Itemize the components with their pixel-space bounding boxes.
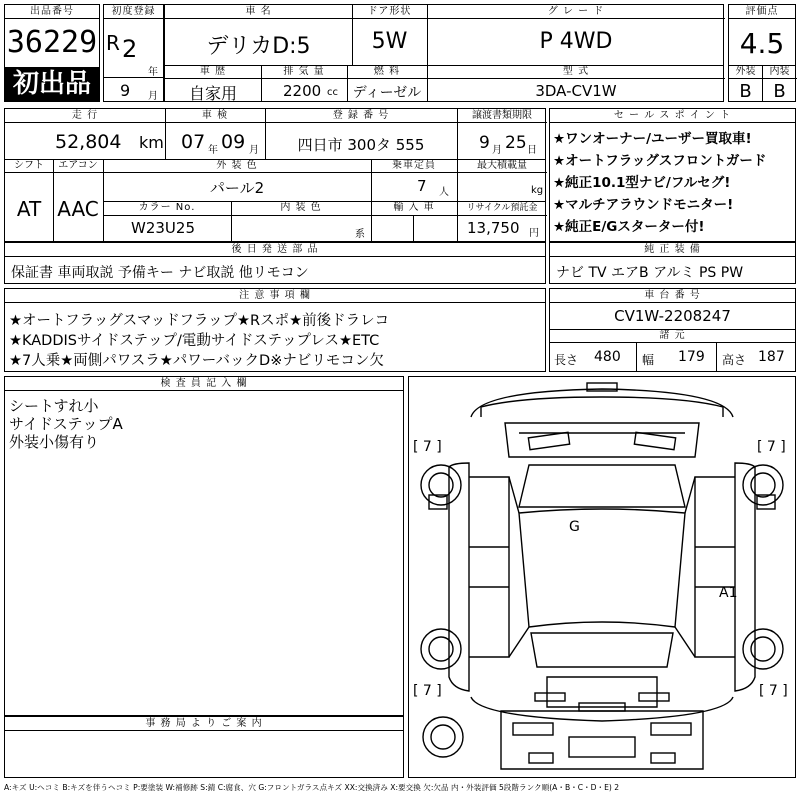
sales-point: ★純正E/Gスターター付!: [553, 219, 705, 235]
inspection-year: 07: [181, 131, 206, 153]
vehicle-info-box: [4, 108, 546, 242]
door-damage-mark: A1: [719, 585, 738, 601]
interior-grade: B: [773, 81, 786, 102]
tire-front-left-tread: [ 7 ]: [413, 439, 442, 455]
tire-rear-right-tread: [ 7 ]: [759, 683, 788, 699]
transfer-month: 9: [479, 133, 490, 153]
reg-month-unit: 月: [148, 91, 158, 102]
name-grade-box: [164, 4, 724, 102]
displacement-unit: cc: [327, 87, 338, 98]
note-line: ★KADDISサイドステップ/電動サイドステップレス★ETC: [9, 333, 380, 349]
aircon-label: エアコン: [53, 159, 103, 173]
sales-point: ★純正10.1型ナビ/フルセグ!: [553, 175, 731, 191]
recycle-unit: 円: [529, 228, 539, 239]
first-listing-badge: 初出品: [5, 67, 99, 101]
displacement: 2200: [283, 82, 322, 100]
history: 自家用: [188, 84, 237, 103]
shift-label: シフト: [5, 159, 53, 173]
color-no-label: カラー No.: [138, 202, 196, 213]
plate-number: 四日市 300タ 555: [297, 136, 425, 154]
chassis-box: [549, 288, 796, 372]
inspector-line: サイドステップA: [9, 415, 123, 433]
fuel: ディーゼル: [352, 85, 422, 101]
grade: P 4WD: [539, 29, 613, 54]
recycle-label: リサイクル預託金: [466, 203, 538, 213]
damage-legend: A:キズ U:ヘコミ B:キズを伴うヘコミ P:要塗装 W:補修跡 S:錆 C:腐食、穴 G:フロントガラス点キズ XX:交換済み X:要交換 欠:欠品 内・外装評価 5段階ランク順(A・B・C・D・E) 2: [4, 783, 620, 792]
score: 4.5: [739, 27, 785, 60]
fuel-label: 燃 料: [347, 65, 427, 79]
lot-box: [4, 4, 100, 102]
mileage-unit: km: [139, 133, 164, 152]
genuine-equipment: ナビ TV エアB アルミ PS PW: [556, 265, 744, 281]
note-line: ★オートフラッグスマッドフラップ★Rスポ★前後ドラレコ: [9, 313, 390, 329]
sales-point: ★ワンオーナー/ユーザー買取車!: [553, 131, 752, 147]
name-label: 車 名: [165, 5, 352, 19]
import-label: 輸 入 車: [393, 202, 435, 213]
exterior-grade-label: 外装: [729, 65, 762, 79]
car-outline-diagram: [409, 377, 795, 777]
sales-point: ★オートフラッグスフロントガード: [553, 153, 767, 169]
interior-color-unit: 系: [355, 229, 365, 240]
reg-box: [103, 4, 164, 102]
interior-grade-label: 内装: [762, 65, 797, 79]
chassis-label: 車 台 番 号: [550, 289, 795, 303]
displacement-label: 排 気 量: [261, 65, 347, 79]
capacity-label: 乗車定員: [371, 159, 457, 173]
notes-label: 注 意 事 項 欄: [5, 289, 545, 303]
height-label: 高さ: [722, 353, 747, 367]
exterior-color: パール2: [209, 179, 265, 197]
inspector-box: [4, 376, 404, 716]
inspector-line: シートすれ小: [9, 397, 99, 415]
sales-points-box: [549, 108, 796, 242]
genuine-equipment-box: [549, 242, 796, 284]
model-label: 型 式: [427, 65, 725, 79]
capacity: 7: [417, 177, 427, 195]
width-label: 幅: [642, 353, 655, 367]
shift: AT: [16, 197, 42, 221]
color-number: W23U25: [131, 219, 195, 237]
inspection-label: 車 検: [165, 109, 265, 123]
sales-point: ★マルチアラウンドモニター!: [553, 197, 734, 213]
width-value: 179: [678, 349, 705, 365]
transfer-day: 25: [505, 133, 527, 153]
inspection-year-unit: 年: [208, 145, 218, 156]
inspector-line: 外装小傷有り: [9, 433, 100, 451]
height-value: 187: [758, 349, 785, 365]
chassis-number: CV1W-2208247: [614, 307, 731, 325]
exterior-grade: B: [739, 81, 752, 102]
capacity-unit: 人: [439, 187, 449, 198]
door-label: ドア形状: [352, 5, 427, 19]
lot-label: 出品番号: [5, 5, 99, 19]
score-box: [728, 4, 796, 102]
dimensions-label: 諸 元: [550, 329, 795, 343]
windshield-damage-mark: G: [569, 519, 580, 535]
reg-month: 9: [120, 81, 131, 100]
transfer-day-unit: 日: [527, 145, 537, 156]
plate-label: 登 録 番 号: [265, 109, 457, 123]
door-type: 5W: [371, 29, 408, 54]
history-label: 車 歴: [165, 65, 261, 79]
score-label: 評価点: [729, 5, 795, 19]
genuine-equipment-label: 純 正 装 備: [550, 243, 795, 257]
reg-label: 初度登録: [104, 5, 163, 19]
transfer-month-unit: 月: [492, 145, 502, 156]
reg-year: 2: [122, 35, 138, 63]
exterior-color-label: 外 装 色: [103, 159, 371, 173]
later-parts-box: [4, 242, 546, 284]
reg-era: R: [106, 31, 120, 55]
later-parts-label: 後 日 発 送 部 品: [5, 243, 545, 257]
sales-points-label: セ ー ル ス ポ イ ン ト: [550, 109, 795, 123]
length-label: 長さ: [554, 353, 579, 367]
interior-color-label: 内 装 色: [280, 202, 322, 213]
mileage: 52,804: [55, 131, 122, 153]
transfer-label: 譲渡書類期限: [457, 109, 547, 123]
car-name: デリカD:5: [206, 34, 311, 59]
lot-number: 36229: [6, 25, 98, 60]
tire-rear-left-tread: [ 7 ]: [413, 683, 442, 699]
model-code: 3DA-CV1W: [535, 82, 617, 100]
damage-diagram: [408, 376, 796, 778]
load-unit: kg: [531, 185, 544, 196]
inspection-month: 09: [221, 131, 246, 153]
tire-front-right-tread: [ 7 ]: [757, 439, 786, 455]
reg-year-unit: 年: [148, 67, 158, 78]
office-label: 事 務 局 よ り ご 案 内: [5, 717, 403, 731]
load-label: 最大積載量: [457, 159, 547, 173]
inspector-label: 検 査 員 記 入 欄: [5, 377, 403, 391]
later-parts: 保証書 車両取説 予備キー ナビ取説 他リモコン: [11, 265, 309, 281]
inspection-month-unit: 月: [249, 145, 259, 156]
recycle-fee: 13,750: [467, 219, 520, 237]
length-value: 480: [594, 349, 621, 365]
notes-box: [4, 288, 546, 372]
grade-label: グ レ ー ド: [427, 5, 725, 19]
office-box: [4, 716, 404, 778]
aircon: AAC: [57, 197, 99, 221]
mileage-label: 走 行: [5, 109, 165, 123]
note-line: ★7人乗★両側パワスラ★パワーバックD※ナビリモコン欠: [9, 353, 384, 369]
